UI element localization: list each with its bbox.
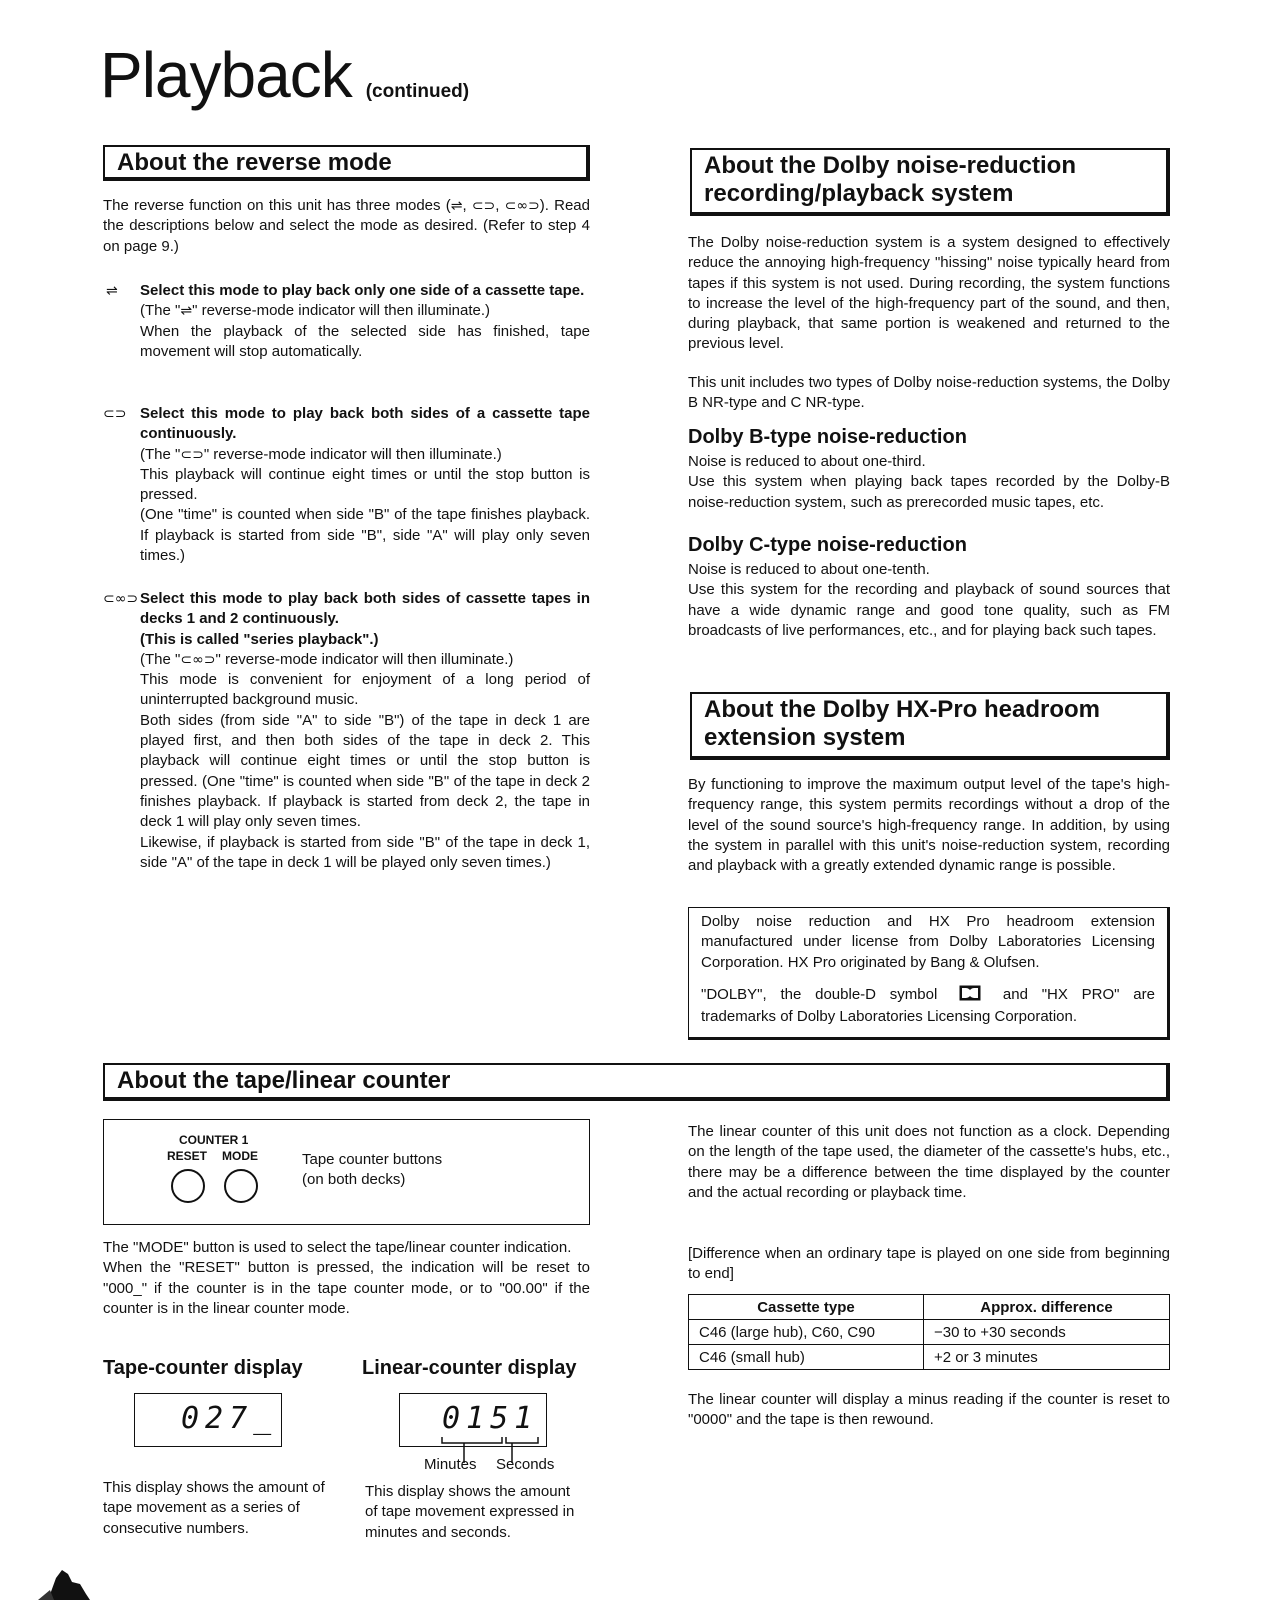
mode-one-side-indicator bbox=[103, 301, 590, 321]
mode-one-side-icon: ⇌ bbox=[106, 283, 118, 299]
mode-button[interactable] bbox=[224, 1169, 258, 1203]
table-cell: −30 to +30 seconds bbox=[924, 1320, 1170, 1345]
hxpro-heading-line1: About the Dolby HX-Pro headroom bbox=[704, 696, 1100, 723]
hxpro-heading-line2: extension system bbox=[704, 724, 906, 751]
mode-button-label: MODE bbox=[222, 1149, 258, 1163]
dolby-nr-para2: This unit includes two types of Dolby noise-reduction systems, the Dolby B NR-type and C NR-type. bbox=[688, 374, 1170, 412]
reverse-mode-item-one-side bbox=[103, 281, 590, 362]
mode-series-body2: Both sides (from side "A" to side "B") of the tape in deck 1 are played first, and then both sides of the tape in deck 2. This playback will continue eight times or until the stop button is pressed. (One "time" is counted when side "B" of the tape in deck 2 finishes playback. If playback is started from deck 2, the tape in deck 1 will play only seven times. bbox=[140, 711, 590, 831]
table-row bbox=[689, 1345, 1170, 1370]
license-notice-para1: Dolby noise reduction and HX Pro headroom extension manufactured under license from Dolby Laboratories Licensing Corporation. HX Pro originated by Bang & Olufsen. bbox=[701, 913, 1155, 971]
linear-counter-display-desc: This display shows the amount of tape movement expressed in minutes and seconds. bbox=[365, 1483, 575, 1541]
dolby-c-text bbox=[688, 560, 1170, 641]
dolby-b-heading: Dolby B-type noise-reduction bbox=[688, 426, 967, 448]
mode-both-sides-icon: ⊂⊃ bbox=[103, 406, 127, 422]
indicator-text-post: " reverse-mode indicator will then illuminate.) bbox=[192, 302, 491, 320]
reset-button[interactable] bbox=[171, 1169, 205, 1203]
reverse-intro-comma-2: , bbox=[495, 197, 500, 214]
mode-one-side-heading: Select this mode to play back only one side of a cassette tape. bbox=[140, 282, 585, 299]
counter-para2: When the "RESET" button is pressed, the indication will be reset to "000_" if the counter is in the tape counter mode, or to "00.00" if the counter is in the linear counter mode. bbox=[103, 1259, 590, 1317]
mode-both-sides-body: This playback will continue eight times or until the stop button is pressed. bbox=[140, 465, 590, 504]
scan-smudge-decoration bbox=[28, 1560, 98, 1600]
tape-counter-display bbox=[134, 1393, 282, 1447]
mode-series-icon: ⊂∞⊃ bbox=[103, 591, 139, 607]
dolby-b-line1: Noise is reduced to about one-third. bbox=[688, 453, 926, 470]
dolby-c-line1: Noise is reduced to about one-tenth. bbox=[688, 561, 930, 578]
mode-series-indicator bbox=[103, 650, 590, 670]
mode-series-icon: ⊂∞⊃ bbox=[180, 651, 216, 668]
reverse-mode-heading bbox=[103, 145, 590, 181]
mode-series-heading2: (This is called "series playback".) bbox=[140, 630, 379, 648]
indicator-text-pre: (The " bbox=[140, 445, 181, 463]
mode-both-sides-icon: ⊂⊃ bbox=[471, 198, 496, 214]
table-cell: C46 (small hub) bbox=[689, 1345, 924, 1370]
table-header-approx-difference: Approx. difference bbox=[924, 1295, 1170, 1320]
indicator-text-post: " reverse-mode indicator will then illuminate.) bbox=[203, 445, 502, 463]
counter-buttons-desc-line1: Tape counter buttons bbox=[302, 1151, 443, 1168]
reverse-mode-item-both-sides bbox=[103, 404, 590, 566]
dolby-b-text bbox=[688, 452, 1170, 513]
mode-series-heading: Select this mode to play back both sides of cassette tapes in decks 1 and 2 continuously. bbox=[140, 590, 590, 628]
dolby-c-heading: Dolby C-type noise-reduction bbox=[688, 534, 967, 556]
tape-counter-display-desc: This display shows the amount of tape movement as a series of consecutive numbers. bbox=[103, 1479, 325, 1537]
linear-counter-display-heading: Linear-counter display bbox=[362, 1357, 577, 1379]
counter-buttons-figure bbox=[103, 1119, 590, 1225]
hxpro-heading bbox=[690, 692, 1170, 760]
dolby-b-line2: Use this system when playing back tapes recorded by the Dolby-B noise-reduction system, such as prerecorded music tapes, etc. bbox=[688, 473, 1170, 511]
tape-counter-value: 027_ bbox=[181, 1401, 278, 1436]
mode-series-body3: Likewise, if playback is started from side "B" of the tape in deck 1, side "A" of the tape in deck 1 will be played only seven times.) bbox=[140, 833, 590, 871]
mode-both-sides-icon: ⊂⊃ bbox=[180, 446, 204, 463]
table-header-cassette-type: Cassette type bbox=[689, 1295, 924, 1320]
reverse-intro-text-b: ). Read the descriptions below and select the mode as desired. (Refer to step 4 on page 9.) bbox=[103, 197, 590, 255]
hxpro-para: By functioning to improve the maximum output level of the tape's high-frequency range, this system permits recordings without a drop of the level of the sound source's high-frequency range. In addition, by using the system in parallel with this unit's noise-reduction system, recording and playback with a greatly extended dynamic range is possible. bbox=[688, 776, 1170, 875]
mode-one-side-icon: ⇌ bbox=[450, 198, 463, 214]
mode-one-side-icon: ⇌ bbox=[180, 303, 193, 320]
mode-series-icon: ⊂∞⊃ bbox=[504, 198, 540, 214]
page-title bbox=[100, 38, 469, 112]
indicator-text-post: " reverse-mode indicator will then illuminate.) bbox=[215, 650, 514, 668]
minus-reading-note: The linear counter will display a minus reading if the counter is reset to "0000" and the tape is then rewound. bbox=[688, 1391, 1170, 1429]
counter-heading-text: About the tape/linear counter bbox=[117, 1067, 451, 1094]
reverse-intro-text-a: The reverse function on this unit has three modes ( bbox=[103, 197, 451, 214]
difference-table bbox=[688, 1294, 1170, 1370]
reverse-mode-item-series bbox=[103, 589, 590, 873]
mode-one-side-body: When the playback of the selected side has finished, tape movement will stop automatically. bbox=[140, 322, 590, 360]
reverse-intro-comma-1: , bbox=[462, 197, 472, 214]
minutes-label: Minutes bbox=[424, 1456, 477, 1473]
page-title-suffix: (continued) bbox=[365, 81, 470, 102]
table-cell: C46 (large hub), C60, C90 bbox=[689, 1320, 924, 1345]
counter-heading bbox=[103, 1063, 1170, 1101]
dolby-nr-para1: The Dolby noise-reduction system is a system designed to effectively reduce the annoying high-frequency "hissing" noise typically heard from tapes if this system is not used. During recording, the system functions to increase the level of the high-frequency part of the sound, and then, during playback, that same portion is weakened and returned to the previous level. bbox=[688, 234, 1170, 353]
mode-both-sides-body2: (One "time" is counted when side "B" of the tape finishes playback. If playback is started from side "B", side "A" will play only seven times.) bbox=[140, 506, 590, 565]
difference-note: [Difference when an ordinary tape is played on one side from beginning to end] bbox=[688, 1245, 1170, 1283]
counter-buttons-desc bbox=[302, 1150, 442, 1191]
table-cell: +2 or 3 minutes bbox=[924, 1345, 1170, 1370]
mode-both-sides-indicator bbox=[103, 445, 590, 465]
counter-1-label: COUNTER 1 bbox=[179, 1133, 249, 1147]
dolby-nr-heading-line1: About the Dolby noise-reduction bbox=[704, 152, 1076, 179]
mode-series-body: This mode is convenient for enjoyment of a long period of uninterrupted background music. bbox=[140, 671, 590, 709]
indicator-text-pre: (The " bbox=[140, 650, 181, 668]
indicator-text-pre: (The " bbox=[140, 302, 181, 320]
linear-counter-value: 0151 bbox=[442, 1401, 539, 1436]
table-header-row bbox=[689, 1295, 1170, 1320]
dolby-c-line2: Use this system for the recording and playback of sound sources that have a wide dynamic range and good tone quality, such as FM broadcasts of live performances, etc., and for playing back such tapes. bbox=[688, 581, 1170, 639]
dolby-nr-heading bbox=[690, 148, 1170, 216]
page-title-text: Playback bbox=[100, 39, 352, 111]
license-notice-para2 bbox=[701, 985, 1155, 1028]
linear-counter-clock-para: The linear counter of this unit does not function as a clock. Depending on the length of the tape used, the diameter of the cassette's hubs, etc., there may be a difference between the time displayed by the counter and the actual recording or playback time. bbox=[688, 1123, 1170, 1201]
dolby-license-notice bbox=[688, 907, 1170, 1040]
table-row bbox=[689, 1320, 1170, 1345]
mode-both-sides-heading: Select this mode to play back both sides of a cassette tape continuously. bbox=[140, 405, 590, 443]
counter-para bbox=[103, 1238, 590, 1319]
license-notice-text-a: "DOLBY", the double-D symbol bbox=[701, 985, 938, 1003]
seconds-label: Seconds bbox=[496, 1456, 555, 1473]
dolby-nr-heading-line2: recording/playback system bbox=[704, 180, 1014, 207]
double-d-icon bbox=[959, 985, 981, 1007]
reset-button-label: RESET bbox=[167, 1149, 208, 1163]
tape-counter-display-heading: Tape-counter display bbox=[103, 1357, 303, 1379]
license-notice-text-b: and "HX PRO" are trademarks of Dolby Laboratories Licensing Corporation. bbox=[701, 985, 1155, 1026]
counter-para1: The "MODE" button is used to select the tape/linear counter indication. bbox=[103, 1239, 572, 1256]
counter-buttons-desc-line2: (on both decks) bbox=[302, 1171, 406, 1189]
reverse-mode-intro bbox=[103, 196, 590, 257]
reverse-mode-heading-text: About the reverse mode bbox=[117, 149, 392, 176]
